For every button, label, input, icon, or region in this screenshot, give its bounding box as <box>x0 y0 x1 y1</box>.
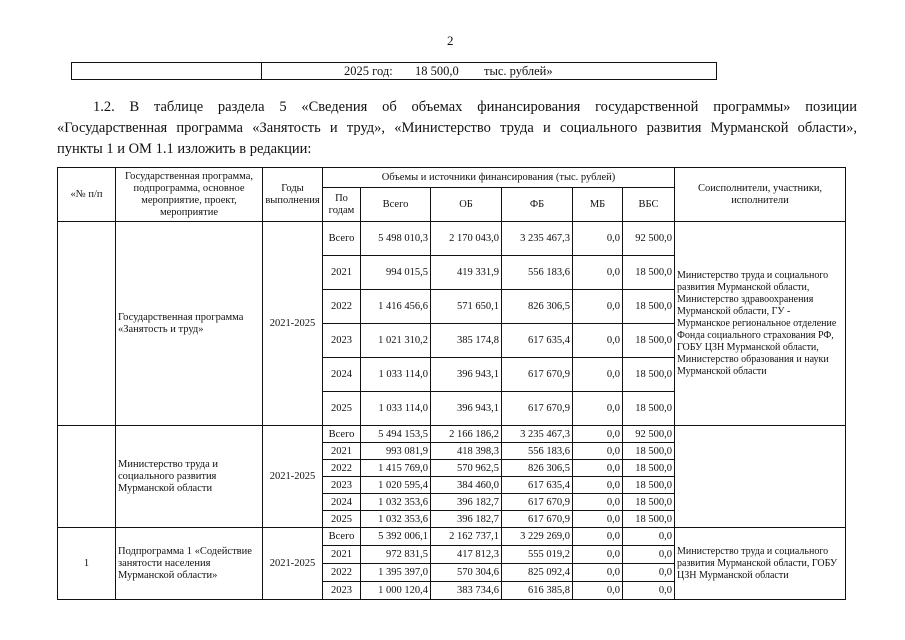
cell-ob: 396 182,7 <box>431 494 502 511</box>
page-number: 2 <box>447 33 454 48</box>
cell-year: 2023 <box>323 477 361 494</box>
cell-vbs: 18 500,0 <box>623 443 675 460</box>
cell-mb: 0,0 <box>573 324 623 358</box>
cell-fb: 616 385,8 <box>502 582 573 600</box>
amount-value: 18 500,0 <box>415 64 459 78</box>
cell-fb: 617 670,9 <box>502 494 573 511</box>
header-years: Годы выполнения <box>263 168 323 222</box>
cell-total: 1 416 456,6 <box>361 290 431 324</box>
cell-total: 1 033 114,0 <box>361 358 431 392</box>
cell-year: Всего <box>323 426 361 443</box>
cell-vbs: 18 500,0 <box>623 392 675 426</box>
cell-ob: 396 943,1 <box>431 358 502 392</box>
cell-fb: 825 092,4 <box>502 564 573 582</box>
cell-fb: 826 306,5 <box>502 290 573 324</box>
cell-program: Подпрограмма 1 «Содействие занятости населения Мурманской области» <box>116 528 263 600</box>
cell-ob: 384 460,0 <box>431 477 502 494</box>
cell-fb: 3 235 467,3 <box>502 426 573 443</box>
cell-divider <box>261 63 262 79</box>
header-program: Государственная программа, подпрограмма, основное мероприятие, проект, мероприятие <box>116 168 263 222</box>
cell-mb: 0,0 <box>573 546 623 564</box>
cell-fb: 617 635,4 <box>502 477 573 494</box>
cell-total: 5 498 010,3 <box>361 222 431 256</box>
cell-mb: 0,0 <box>573 256 623 290</box>
cell-mb: 0,0 <box>573 477 623 494</box>
cell-ob: 385 174,8 <box>431 324 502 358</box>
cell-ob: 418 398,3 <box>431 443 502 460</box>
cell-total: 972 831,5 <box>361 546 431 564</box>
header-mb: МБ <box>573 188 623 222</box>
amendment-paragraph <box>57 97 857 160</box>
cell-ob: 417 812,3 <box>431 546 502 564</box>
cell-fb: 3 229 269,0 <box>502 528 573 546</box>
cell-num <box>58 426 116 528</box>
paragraph-line: 1.2. В таблице раздела 5 «Сведения об объемах финансирования государственной программы» позиции <box>93 99 857 115</box>
cell-total: 1 032 353,6 <box>361 494 431 511</box>
cell-vbs: 18 500,0 <box>623 477 675 494</box>
cell-ob: 570 304,6 <box>431 564 502 582</box>
cell-vbs: 0,0 <box>623 546 675 564</box>
cell-ob: 383 734,6 <box>431 582 502 600</box>
cell-total: 1 021 310,2 <box>361 324 431 358</box>
cell-fb: 617 635,4 <box>502 324 573 358</box>
cell-mb: 0,0 <box>573 392 623 426</box>
unit-label: тыс. рублей» <box>484 64 553 78</box>
cell-years: 2021-2025 <box>263 222 323 426</box>
cell-ob: 2 166 186,2 <box>431 426 502 443</box>
cell-executors <box>675 426 846 528</box>
table-row <box>58 222 846 256</box>
cell-total: 1 000 120,4 <box>361 582 431 600</box>
cell-total: 1 020 595,4 <box>361 477 431 494</box>
cell-vbs: 0,0 <box>623 564 675 582</box>
cell-year: Всего <box>323 222 361 256</box>
cell-ob: 419 331,9 <box>431 256 502 290</box>
cell-fb: 556 183,6 <box>502 443 573 460</box>
cell-vbs: 18 500,0 <box>623 494 675 511</box>
cell-fb: 3 235 467,3 <box>502 222 573 256</box>
financing-table <box>57 167 846 600</box>
cell-executors: Министерство труда и социального развития Мурманской области, Министерство здравоохранения Мурманской области, ГУ - Мурманское региональное отделение Фонда социального страхования РФ, ГОБУ ЦЗН Мурманской области, Министерство образования и науки Мурманской области <box>675 222 846 426</box>
cell-total: 994 015,5 <box>361 256 431 290</box>
table-row <box>58 528 846 546</box>
header-volumes: Объемы и источники финансирования (тыс. рублей) <box>323 168 675 188</box>
cell-num: 1 <box>58 528 116 600</box>
cell-year: 2023 <box>323 324 361 358</box>
cell-num <box>58 222 116 426</box>
cell-vbs: 18 500,0 <box>623 358 675 392</box>
cell-total: 5 494 153,5 <box>361 426 431 443</box>
cell-year: 2022 <box>323 290 361 324</box>
cell-mb: 0,0 <box>573 511 623 528</box>
cell-program: Министерство труда и социального развития Мурманской области <box>116 426 263 528</box>
cell-vbs: 18 500,0 <box>623 256 675 290</box>
cell-year: 2024 <box>323 358 361 392</box>
cell-fb: 555 019,2 <box>502 546 573 564</box>
cell-ob: 396 182,7 <box>431 511 502 528</box>
cell-fb: 556 183,6 <box>502 256 573 290</box>
cell-ob: 2 170 043,0 <box>431 222 502 256</box>
header-vbs: ВБС <box>623 188 675 222</box>
cell-mb: 0,0 <box>573 222 623 256</box>
cell-mb: 0,0 <box>573 582 623 600</box>
cell-years: 2021-2025 <box>263 426 323 528</box>
cell-total: 1 032 353,6 <box>361 511 431 528</box>
cell-year: 2021 <box>323 443 361 460</box>
cell-vbs: 0,0 <box>623 582 675 600</box>
cell-total: 1 415 769,0 <box>361 460 431 477</box>
cell-year: 2025 <box>323 392 361 426</box>
cell-program: Государственная программа «Занятость и труд» <box>116 222 263 426</box>
cell-executors: Министерство труда и социального развития Мурманской области, ГОБУ ЦЗН Мурманской области <box>675 528 846 600</box>
cell-mb: 0,0 <box>573 358 623 392</box>
cell-year: 2025 <box>323 511 361 528</box>
cell-fb: 617 670,9 <box>502 358 573 392</box>
cell-year: Всего <box>323 528 361 546</box>
previous-table-row <box>71 62 717 80</box>
cell-fb: 826 306,5 <box>502 460 573 477</box>
cell-ob: 570 962,5 <box>431 460 502 477</box>
paragraph-line: пункты 1 и ОМ 1.1 изложить в редакции: <box>57 141 312 157</box>
cell-vbs: 0,0 <box>623 528 675 546</box>
cell-vbs: 18 500,0 <box>623 324 675 358</box>
cell-total: 5 392 006,1 <box>361 528 431 546</box>
cell-mb: 0,0 <box>573 290 623 324</box>
cell-vbs: 18 500,0 <box>623 460 675 477</box>
cell-fb: 617 670,9 <box>502 392 573 426</box>
cell-ob: 396 943,1 <box>431 392 502 426</box>
cell-year: 2021 <box>323 546 361 564</box>
cell-year: 2022 <box>323 564 361 582</box>
table-row <box>58 426 846 443</box>
cell-total: 993 081,9 <box>361 443 431 460</box>
cell-years: 2021-2025 <box>263 528 323 600</box>
header-total: Всего <box>361 188 431 222</box>
cell-mb: 0,0 <box>573 528 623 546</box>
header-by-year: По годам <box>323 188 361 222</box>
cell-year: 2022 <box>323 460 361 477</box>
cell-fb: 617 670,9 <box>502 511 573 528</box>
cell-vbs: 92 500,0 <box>623 222 675 256</box>
cell-mb: 0,0 <box>573 494 623 511</box>
cell-ob: 571 650,1 <box>431 290 502 324</box>
cell-mb: 0,0 <box>573 426 623 443</box>
cell-year: 2023 <box>323 582 361 600</box>
cell-mb: 0,0 <box>573 443 623 460</box>
cell-total: 1 395 397,0 <box>361 564 431 582</box>
year-label: 2025 год: <box>344 64 393 78</box>
header-fb: ФБ <box>502 188 573 222</box>
cell-year: 2024 <box>323 494 361 511</box>
cell-total: 1 033 114,0 <box>361 392 431 426</box>
cell-vbs: 92 500,0 <box>623 426 675 443</box>
cell-mb: 0,0 <box>573 460 623 477</box>
header-num: «№ п/п <box>58 168 116 222</box>
paragraph-line: «Государственная программа «Занятость и труд», «Министерство труда и социального развития Мурманской области», <box>57 120 857 136</box>
cell-mb: 0,0 <box>573 564 623 582</box>
cell-vbs: 18 500,0 <box>623 290 675 324</box>
header-ob: ОБ <box>431 188 502 222</box>
header-executors: Соисполнители, участники, исполнители <box>675 168 846 222</box>
cell-ob: 2 162 737,1 <box>431 528 502 546</box>
cell-vbs: 18 500,0 <box>623 511 675 528</box>
cell-year: 2021 <box>323 256 361 290</box>
